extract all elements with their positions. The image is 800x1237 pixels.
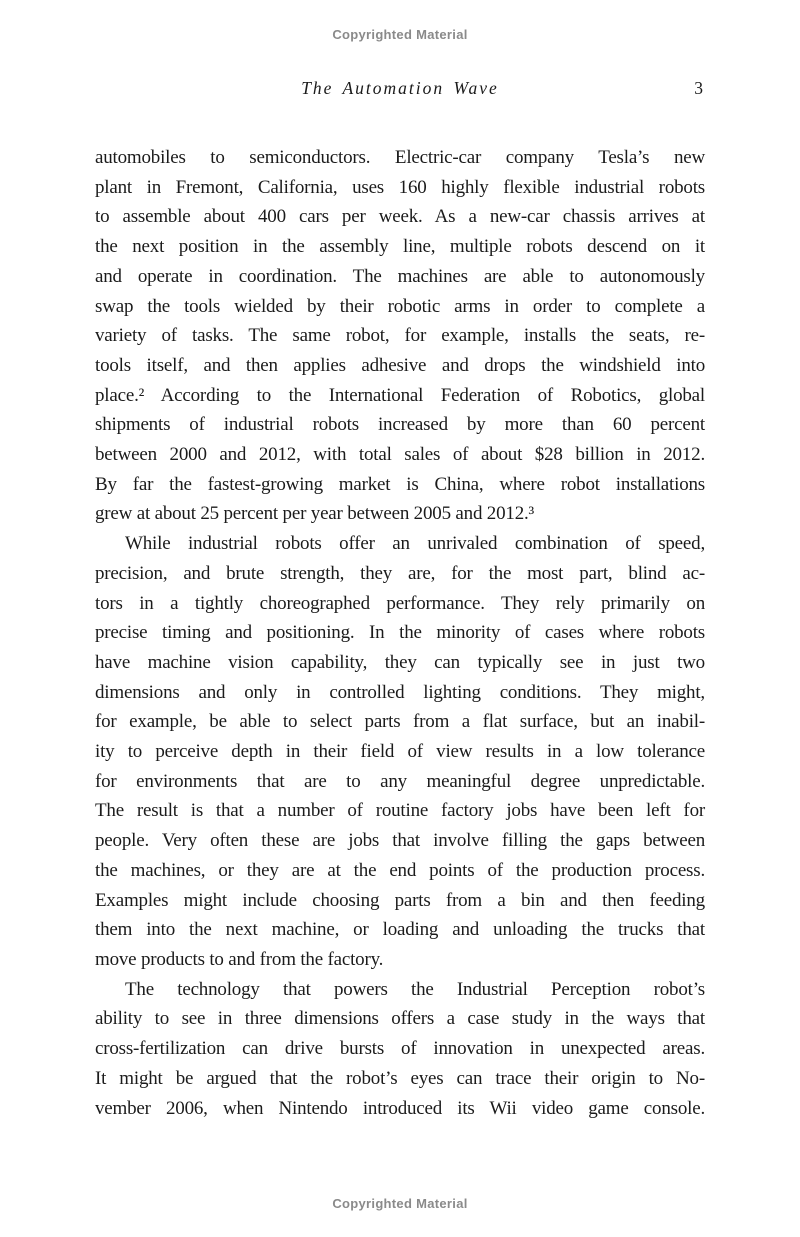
chapter-title: The Automation Wave	[301, 78, 499, 98]
text-line: have machine vision capability, they can typically see in just two	[95, 651, 705, 673]
text-line: people. Very often these are jobs that involve filling the gaps between	[95, 830, 705, 852]
page-number: 3	[694, 78, 703, 98]
text-line: tors in a tightly choreographed performance. They rely primarily on	[95, 592, 705, 614]
text-line: the next position in the assembly line, multiple robots descend on it	[95, 236, 705, 258]
text-line: to assemble about 400 cars per week. As a new-car chassis arrives at	[95, 206, 705, 228]
text-line: place.² According to the International Federation of Robotics, global	[95, 384, 705, 406]
text-line: them into the next machine, or loading and unloading the trucks that	[95, 919, 705, 941]
text-line: for environments that are to any meaningful degree unpredictable.	[95, 770, 705, 792]
text-line: ability to see in three dimensions offers a case study in the ways that	[95, 1008, 705, 1030]
text-line: between 2000 and 2012, with total sales of about $28 billion in 2012.	[95, 444, 705, 466]
text-line: ity to perceive depth in their field of view results in a low tolerance	[95, 741, 705, 763]
text-line: cross-fertilization can drive bursts of innovation in unexpected areas.	[95, 1038, 705, 1060]
text-line: While industrial robots offer an unrivaled combination of speed,	[125, 533, 705, 555]
text-line: grew at about 25 percent per year between 2005 and 2012.³	[95, 503, 535, 525]
text-line: vember 2006, when Nintendo introduced its Wii video game console.	[95, 1097, 705, 1119]
text-line: precision, and brute strength, they are, for the most part, blind ac-	[95, 562, 705, 584]
text-line: move products to and from the factory.	[95, 948, 384, 970]
running-header	[95, 78, 705, 100]
text-line: for example, be able to select parts from a flat surface, but an inabil-	[95, 711, 705, 733]
text-line: swap the tools wielded by their robotic arms in order to complete a	[95, 295, 705, 317]
text-line: precise timing and positioning. In the minority of cases where robots	[95, 622, 705, 644]
text-line: tools itself, and then applies adhesive and drops the windshield into	[95, 354, 705, 376]
text-line: The result is that a number of routine factory jobs have been left for	[95, 800, 705, 822]
text-line: shipments of industrial robots increased by more than 60 percent	[95, 414, 705, 436]
text-line: dimensions and only in controlled lighting conditions. They might,	[95, 681, 705, 703]
text-line: Examples might include choosing parts from a bin and then feeding	[95, 889, 705, 911]
text-line: automobiles to semiconductors. Electric-car company Tesla’s new	[95, 147, 705, 168]
text-line: the machines, or they are at the end points of the production process.	[95, 859, 705, 881]
copyright-notice-top: Copyrighted Material	[332, 27, 468, 42]
text-line: variety of tasks. The same robot, for example, installs the seats, re-	[95, 325, 705, 347]
text-line: By far the fastest-growing market is China, where robot installations	[95, 473, 705, 495]
copyright-notice-bottom: Copyrighted Material	[332, 1196, 468, 1211]
body-text	[95, 143, 705, 1123]
text-line: It might be argued that the robot’s eyes can trace their origin to No-	[95, 1067, 705, 1089]
text-line: and operate in coordination. The machines are able to autonomously	[95, 265, 705, 287]
text-line: The technology that powers the Industrial Perception robot’s	[125, 978, 705, 1000]
text-line: plant in Fremont, California, uses 160 highly flexible industrial robots	[95, 176, 705, 198]
